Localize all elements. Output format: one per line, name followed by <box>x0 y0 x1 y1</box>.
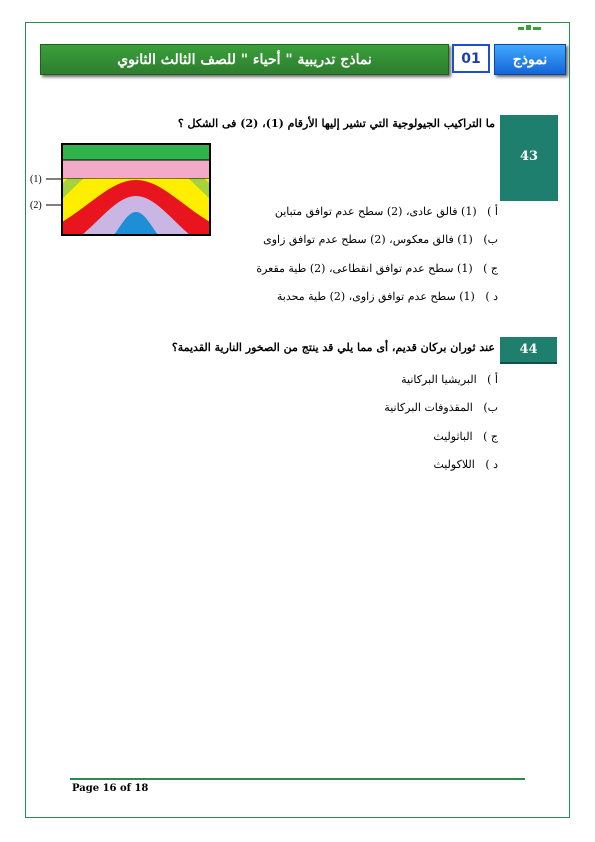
option-text: (1) فالق عادى، (2) سطح عدم توافق متباين <box>274 205 477 218</box>
corner-mark <box>518 24 542 32</box>
option-43-a[interactable] <box>275 205 498 218</box>
option-text: الباثوليث <box>433 430 473 443</box>
option-text: المقذوفات البركانية <box>384 401 473 414</box>
option-43-d[interactable] <box>277 290 498 303</box>
option-44-a[interactable] <box>401 373 498 386</box>
option-letter: ب) <box>483 401 498 414</box>
page-footer <box>72 783 148 794</box>
model-label: نموذج <box>494 44 566 75</box>
option-letter: أ ) <box>487 205 498 218</box>
model-number: 01 <box>452 44 490 73</box>
option-44-b[interactable] <box>384 401 498 414</box>
figure-label-2: (2) <box>30 200 42 211</box>
question-number-44: 44 <box>500 337 557 364</box>
option-text: اللاكوليث <box>433 458 475 471</box>
option-letter: د ) <box>485 290 498 303</box>
option-text: (1) سطح عدم توافق انقطاعى، (2) طية مقعرة <box>256 262 473 275</box>
option-text: البريشيا البركانية <box>401 373 477 386</box>
option-44-d[interactable] <box>433 458 498 471</box>
figure-label-1: (1) <box>30 174 42 185</box>
page-total: 18 <box>134 783 149 794</box>
question-number-43: 43 <box>500 115 558 201</box>
option-letter: د ) <box>485 458 498 471</box>
question-text-43: ما التراكيب الجيولوجية التي تشير إليها الأرقام (1)، (2) فى الشكل ؟ <box>177 117 495 130</box>
option-43-b[interactable] <box>263 233 498 246</box>
option-letter: ج ) <box>483 430 498 443</box>
question-text-44: عند ثوران بركان قديم، أى مما يلي قد ينتج من الصخور النارية القديمة؟ <box>171 341 495 354</box>
header-title: نماذج تدريبية " أحياء " للصف الثالث الثانوي <box>40 44 449 75</box>
option-43-c[interactable] <box>256 262 498 275</box>
page-current: 16 <box>102 783 117 794</box>
option-letter: ب) <box>483 233 498 246</box>
page-prefix: Page <box>72 783 100 794</box>
page-of: of <box>119 783 131 794</box>
option-letter: أ ) <box>487 373 498 386</box>
option-text: (1) سطح عدم توافق زاوى، (2) طية محدبة <box>276 290 475 303</box>
geologic-figure <box>28 142 214 236</box>
footer-divider <box>70 778 525 780</box>
option-44-c[interactable] <box>433 430 498 443</box>
option-text: (1) فالق معكوس، (2) سطح عدم توافق زاوى <box>263 233 473 246</box>
option-letter: ج ) <box>483 262 498 275</box>
